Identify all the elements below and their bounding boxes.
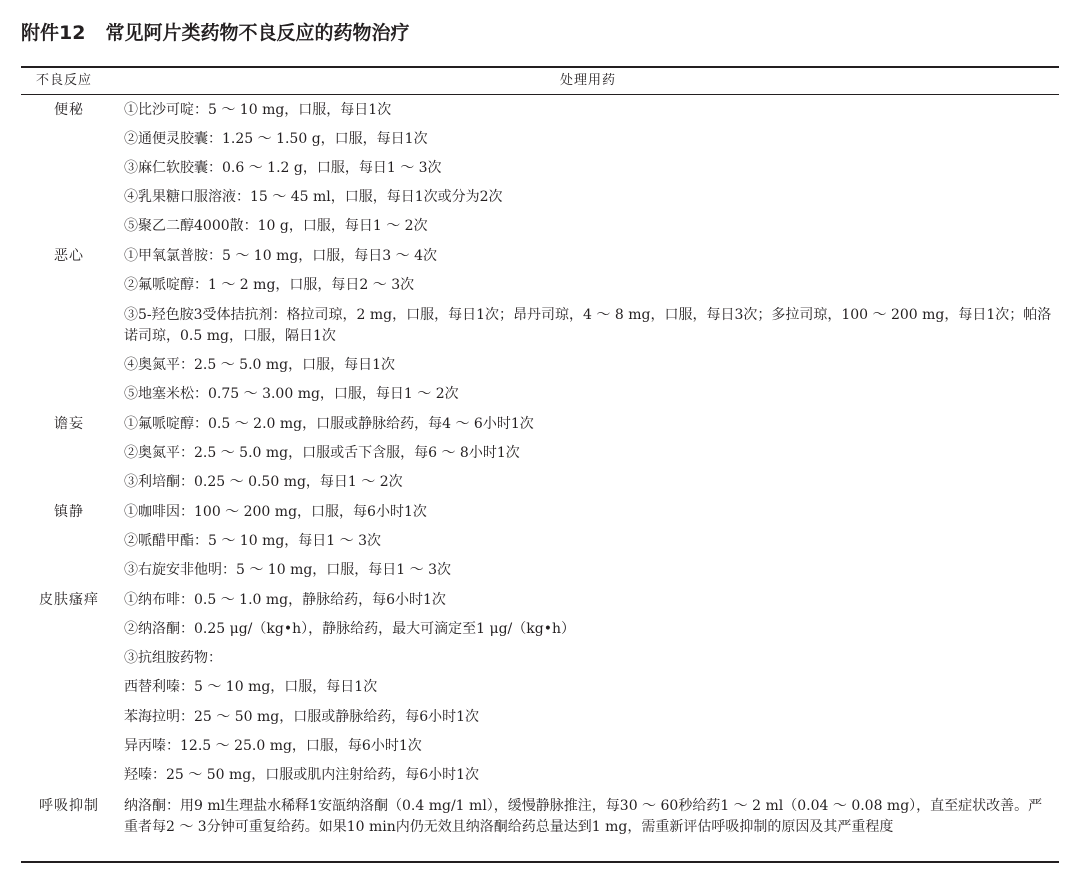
treatment-line: ①比沙可啶：5 ～ 10 mg，口服，每日1次 <box>124 102 392 118</box>
table-header-rule <box>21 94 1059 95</box>
treatment-line: ②纳洛酮：0.25 μg/（kg•h），静脉给药，最大可滴定至1 μg/（kg•h） <box>124 621 575 637</box>
treatment-line: ③5-羟色胺3受体拮抗剂：格拉司琼，2 mg，口服，每日1次；昂丹司琼，4 ～ 8 mg，口服，每日3次；多拉司琼，100 ～ 200 mg，每日1次；帕洛诺司琼，0.5 mg，口服，隔日1次 <box>124 307 1052 344</box>
column-header-reaction: 不良反应 <box>36 73 93 88</box>
column-header-treatment: 处理用药 <box>560 73 617 88</box>
treatment-line: ②哌醋甲酯：5 ～ 10 mg，每日1 ～ 3次 <box>124 533 382 549</box>
category-constipation: 便秘 <box>54 102 84 118</box>
treatment-line: ②氟哌啶醇：1 ～ 2 mg，口服，每日2 ～ 3次 <box>124 277 415 293</box>
table-top-rule <box>21 66 1059 68</box>
category-delirium: 谵妄 <box>54 416 84 432</box>
treatment-line: ①甲氧氯普胺：5 ～ 10 mg，口服，每日3 ～ 4次 <box>124 248 438 264</box>
treatment-line: 羟嗪：25 ～ 50 mg，口服或肌内注射给药，每6小时1次 <box>124 767 480 783</box>
page-title <box>21 16 409 50</box>
table-bottom-rule <box>21 861 1059 863</box>
treatment-line: ①咖啡因：100 ～ 200 mg，口服，每6小时1次 <box>124 504 427 520</box>
treatment-line: ④乳果糖口服溶液：15 ～ 45 ml，口服，每日1次或分为2次 <box>124 189 503 205</box>
category-sedation: 镇静 <box>54 504 84 520</box>
treatment-line: ②奥氮平：2.5 ～ 5.0 mg，口服或舌下含服，每6 ～ 8小时1次 <box>124 445 520 461</box>
treatment-line: 西替利嗪：5 ～ 10 mg，口服，每日1次 <box>124 679 378 695</box>
treatment-line: 苯海拉明：25 ～ 50 mg，口服或静脉给药，每6小时1次 <box>124 709 480 725</box>
treatment-line: 异丙嗪：12.5 ～ 25.0 mg，口服，每6小时1次 <box>124 738 422 754</box>
category-respiratory-depression: 呼吸抑制 <box>39 798 99 814</box>
treatment-line: ③右旋安非他明：5 ～ 10 mg，口服，每日1 ～ 3次 <box>124 562 452 578</box>
treatment-line: ②通便灵胶囊：1.25 ～ 1.50 g，口服，每日1次 <box>124 131 428 147</box>
treatment-line: 纳洛酮：用9 ml生理盐水稀释1安瓿纳洛酮（0.4 mg/1 ml），缓慢静脉推注，每30 ～ 60秒给药1 ～ 2 ml（0.04 ～ 0.08 mg），直至症状改善。严重者每2 ～ 3分钟可重复给药。如果10 min内仍无效且纳洛酮给药总量达到1 mg，需重新评估呼吸抑制的原因及其严重程度 <box>124 798 1043 835</box>
treatment-line: ⑤聚乙二醇4000散：10 g，口服，每日1 ～ 2次 <box>124 218 428 234</box>
category-nausea: 恶心 <box>54 248 84 264</box>
treatment-line: ③利培酮：0.25 ～ 0.50 mg，每日1 ～ 2次 <box>124 474 403 490</box>
treatment-line: ③麻仁软胶囊：0.6 ～ 1.2 g，口服，每日1 ～ 3次 <box>124 160 442 176</box>
treatment-line: ④奥氮平：2.5 ～ 5.0 mg，口服，每日1次 <box>124 357 396 373</box>
appendix-title: 常见阿片类药物不良反应的药物治疗 <box>105 22 410 44</box>
treatment-line: ③抗组胺药物： <box>124 650 222 666</box>
treatment-line: ①纳布啡：0.5 ～ 1.0 mg，静脉给药，每6小时1次 <box>124 592 446 608</box>
treatment-line: ⑤地塞米松：0.75 ～ 3.00 mg，口服，每日1 ～ 2次 <box>124 386 459 402</box>
category-pruritus: 皮肤瘙痒 <box>39 592 99 608</box>
treatment-line: ①氟哌啶醇：0.5 ～ 2.0 mg，口服或静脉给药，每4 ～ 6小时1次 <box>124 416 534 432</box>
appendix-number: 附件12 <box>21 22 86 44</box>
